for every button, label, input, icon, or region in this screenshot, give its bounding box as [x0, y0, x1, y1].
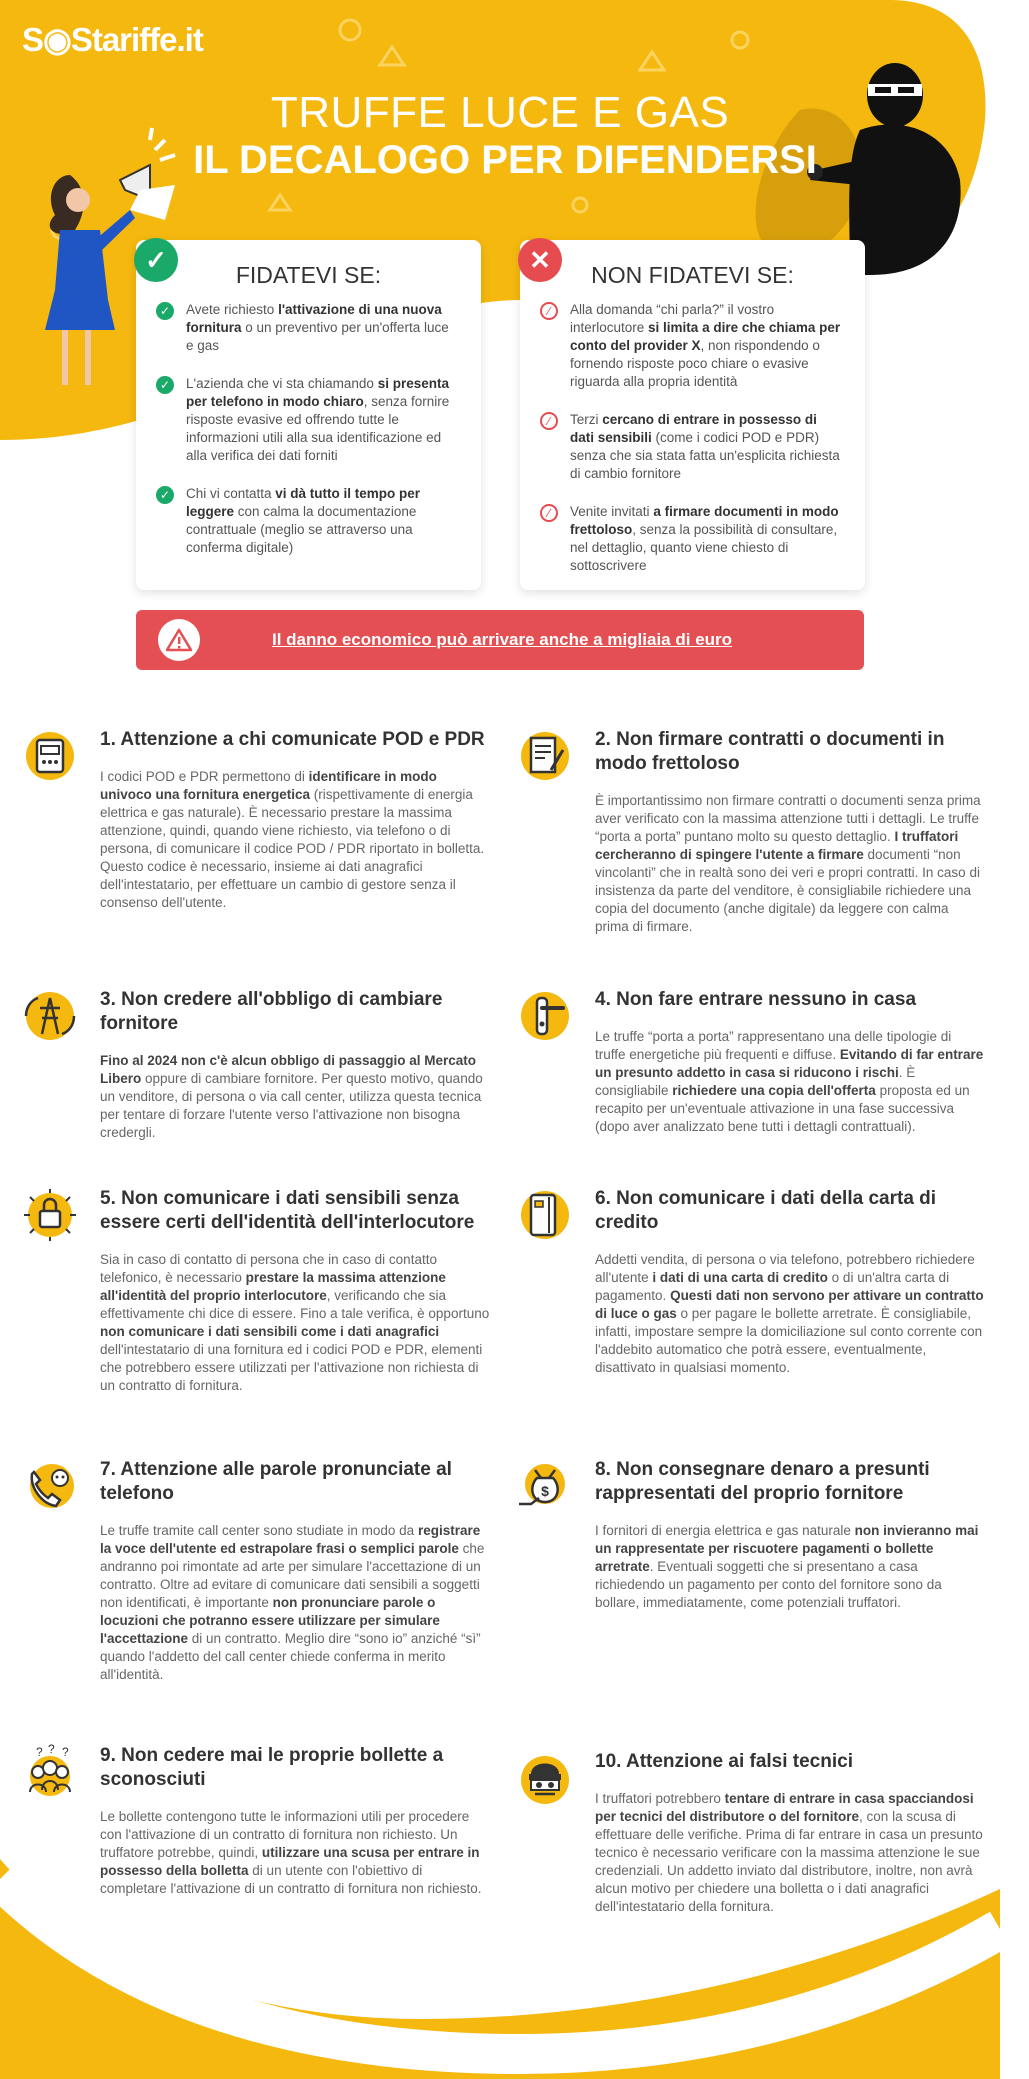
svg-text:?: ?	[62, 1745, 69, 1759]
list-item	[540, 411, 843, 483]
meter-icon	[22, 728, 78, 784]
list-item-text	[186, 301, 459, 355]
text-run: . Eventuali soggetti che si presentano a casa richiedendo un pagamento per conto del fornitore sono da bollare, immediatamente, come potenziali truffatori.	[595, 1559, 942, 1610]
forbidden-icon: ∕	[540, 504, 558, 522]
tip-title: 5. Non comunicare i dati sensibili senza essere certi dell'identità dell'interlocutore	[100, 1188, 475, 1233]
tip-title: 8. Non consegnare denaro a presunti rappresentati del proprio fornitore	[595, 1459, 930, 1504]
text-run: , verificando che sia effettivamente chi dice di essere. Fino a tale verifica, è opportuno	[100, 1288, 490, 1321]
distrust-card	[520, 240, 865, 590]
cross-badge-icon: ✕	[518, 238, 562, 282]
text-bold-run: identificare in modo univoco una fornitura energetica	[100, 769, 437, 802]
text-bold-run: registrare la voce dell'utente ed estrapolare frasi o semplici parole	[100, 1523, 481, 1556]
text-run: o un preventivo per un'offerta luce e gas	[186, 320, 449, 353]
list-item	[540, 301, 843, 391]
text-run: proposta ed un recapito per un'eventuale attivazione in una fase successiva (dopo aver analizzato bene tutti i dettagli contrattuali).	[595, 1083, 970, 1134]
text-run: Le bollette contengono tutte le informazioni utili per procedere con l'attivazione di un contratto di fornitura non richiesto. Un truffatore potrebbe, quindi,	[100, 1809, 470, 1860]
text-run: I codici POD e PDR permettono di	[100, 769, 309, 784]
brand-logo[interactable]	[22, 20, 203, 59]
list-item	[156, 375, 459, 465]
list-item-text	[186, 485, 459, 557]
text-bold-run: non invieranno mai un rappresentate per riscuotere pagamenti o bollette arretrate	[595, 1523, 979, 1574]
text-bold-run: si limita a dire che chiama per conto del provider X	[570, 320, 841, 353]
tip-item	[595, 728, 985, 936]
check-circle-icon: ✓	[156, 376, 174, 394]
text-bold-run: richiedere una copia dell'offerta	[672, 1083, 876, 1098]
text-bold-run: tentare di entrare in casa spacciandosi per tecnici del distributore o del fornitore	[595, 1791, 974, 1824]
svg-text:$: $	[541, 1483, 549, 1499]
lock-circuit-icon	[22, 1187, 78, 1243]
text-run: , non rispondendo o fornendo risposte poco chiare o evasive riguarda alla propria identità	[570, 338, 820, 389]
text-bold-run: vi dà tutto il tempo per leggere	[186, 486, 421, 519]
text-run: È importantissimo non firmare contratti o documenti senza prima aver verificato con la massima attenzione tutti i dettagli. Le truffe “porta a porta” puntano molto su questo dettaglio.	[595, 793, 981, 844]
text-bold-run: si presenta per telefono in modo chiaro	[186, 376, 449, 409]
tip-body	[595, 1028, 985, 1136]
text-run: , con la scusa di effettuare delle verifiche. Prima di far entrare in casa un presunto tecnico è necessario verificare con la massima attenzione le sue credenziali. Un addetto inviato dal distributore, inoltre, non avrà alcun motivo per chiedere una bolletta o i dati anagrafici dell'intestatario della fornitura.	[595, 1809, 983, 1914]
text-run: Avete richiesto	[186, 302, 279, 317]
tip-item	[541, 1458, 985, 1612]
warning-banner-text[interactable]: Il danno economico può arrivare anche a migliaia di euro	[271, 630, 733, 649]
list-item	[156, 301, 459, 355]
text-run: I fornitori di energia elettrica e gas naturale	[595, 1523, 855, 1538]
list-item-text	[570, 503, 843, 575]
tip-body	[595, 1251, 985, 1377]
logo-letter: S	[22, 21, 44, 58]
text-run: con calma la documentazione contrattuale (meglio se attraverso una conferma digitale)	[186, 504, 417, 555]
text-run: (come i codici POD e PDR) senza che sia stata fatta un'esplicita richiesta di cambio fornitore	[570, 430, 840, 481]
text-run: . È consigliabile	[595, 1065, 916, 1098]
tip-title: 9. Non cedere mai le proprie bollette a sconosciuti	[100, 1745, 444, 1790]
list-item	[156, 485, 459, 557]
tip-title: 6. Non comunicare i dati della carta di credito	[595, 1188, 937, 1233]
tip-item	[595, 988, 985, 1136]
phone-skull-icon	[22, 1458, 78, 1514]
tip-body	[100, 1808, 490, 1898]
text-bold-run: a firmare documenti in modo frettoloso	[570, 504, 839, 537]
text-run: Venite invitati	[570, 504, 654, 519]
tip-title: 2. Non firmare contratti o documenti in modo frettoloso	[595, 729, 945, 774]
text-bold-run: Evitando di far entrare un presunto addetto in casa si riducono i rischi	[595, 1047, 984, 1080]
text-run: Addetti vendita, di persona o via telefono, potrebbero richiedere all'utente	[595, 1252, 975, 1285]
tip-item	[595, 1750, 985, 1916]
distrust-card-title: NON FIDATEVI SE:	[591, 262, 794, 288]
text-run: L'azienda che vi sta chiamando	[186, 376, 378, 391]
tip-title: 10. Attenzione ai falsi tecnici	[595, 1751, 853, 1772]
tip-item	[100, 1187, 490, 1395]
text-run: Sia in caso di contatto di persona che in caso di contatto telefonico, è necessario	[100, 1252, 437, 1285]
svg-text:?: ?	[36, 1745, 43, 1759]
warning-banner[interactable]	[136, 610, 864, 670]
text-bold-run: Questi dati non servono per attivare un contratto di luce o gas	[595, 1288, 984, 1321]
text-run: di un contratto. Meglio dire “sono io” anziché “sì” quando l'addetto del call center chiede conferma in merito all'identità.	[100, 1631, 481, 1682]
lifebuoy-icon: ◉	[43, 21, 71, 58]
masked-thief-icon	[517, 1750, 573, 1806]
text-bold-run: I truffatori cercheranno di spingere l'utente a firmare	[595, 829, 959, 862]
trust-card-title: FIDATEVI SE:	[235, 262, 382, 288]
list-item-text	[570, 411, 843, 483]
credit-card-icon	[517, 1187, 573, 1243]
text-run: o di un'altra carta di pagamento.	[595, 1270, 950, 1303]
text-run: di un utente con l'obiettivo di completare l'attivazione di un contratto di fornitura non richiesto.	[100, 1863, 482, 1896]
text-run: (rispettivamente di energia elettrica e gas naturale). È necessario prestare la massima attenzione, quindi, quando viene richiesto, via telefono o di persona, di comunicare il codice POD / PDR riportato in bolletta. Questo codice è necessario, insieme ai dati anagrafici dell'intestatario, per effettuare un cambio di gestore senza il consenso dell'utente.	[100, 787, 485, 910]
text-run: che andranno poi rimontate ad arte per simulare l'accettazione di un contratto. Oltre ad evitare di comunicare dati sensibili a soggetti non identificati, è importante	[100, 1541, 485, 1610]
text-run: Chi vi contatta	[186, 486, 276, 501]
warning-icon	[158, 619, 200, 661]
tip-body	[100, 1251, 490, 1395]
text-bold-run: l'attivazione di una nuova fornitura	[186, 302, 442, 335]
distrust-list	[520, 301, 865, 575]
contract-icon	[517, 728, 573, 784]
tip-item	[100, 728, 490, 912]
tip-title: 1. Attenzione a chi comunicate POD e PDR	[100, 729, 485, 750]
trust-list	[136, 301, 481, 557]
text-run: I truffatori potrebbero	[595, 1791, 725, 1806]
tip-body	[595, 1522, 985, 1612]
text-bold-run: cercano di entrare in possesso di dati sensibili	[570, 412, 817, 445]
check-circle-icon: ✓	[156, 302, 174, 320]
people-question-icon	[22, 1744, 78, 1800]
logo-letter: S	[70, 21, 92, 58]
logo-domain: tariffe.it	[91, 21, 203, 58]
text-run: Terzi	[570, 412, 603, 427]
tip-title: 3. Non credere all'obbligo di cambiare fornitore	[100, 989, 443, 1034]
trust-card	[136, 240, 481, 590]
tip-body	[100, 1522, 490, 1684]
tip-item	[595, 1187, 985, 1377]
text-bold-run: Fino al 2024 non c'è alcun obbligo di passaggio al Mercato Libero	[100, 1053, 477, 1086]
forbidden-icon: ∕	[540, 302, 558, 320]
tip-item	[100, 1458, 490, 1684]
text-bold-run: i dati di una carta di credito	[652, 1270, 828, 1285]
pylon-icon	[22, 988, 78, 1044]
svg-text:?: ?	[48, 1744, 55, 1756]
list-item-text	[570, 301, 843, 391]
door-handle-icon	[517, 988, 573, 1044]
tip-title: 7. Attenzione alle parole pronunciate al telefono	[100, 1459, 452, 1504]
page-title-line2: IL DECALOGO PER DIFENDERSI	[193, 138, 817, 182]
text-run: dell'intestatario di una fornitura ed i codici POD e PDR, elementi che potrebbero essere utilizzati per l'attivazione non richiesta di un contratto di fornitura.	[100, 1342, 483, 1393]
list-item	[540, 503, 843, 575]
tip-title: 4. Non fare entrare nessuno in casa	[595, 989, 917, 1010]
text-run: , senza fornire risposte evasive ed offrendo tutte le informazioni utili alla sua identificazione ed alla verifica dei dati forniti	[186, 394, 450, 463]
text-run: , senza la possibilità di consultare, nel dettaglio, quanto viene chiesto di sottoscrivere	[570, 522, 838, 573]
tip-item	[100, 988, 490, 1142]
text-bold-run: prestare la massima attenzione all'identità del proprio interlocutore	[100, 1270, 446, 1303]
text-run: Le truffe “porta a porta” rappresentano una delle tipologie di truffe energetiche più frequenti e diffuse.	[595, 1029, 952, 1062]
text-bold-run: non pronunciare parole o locuzioni che potranno essere utilizzare per simulare l'accettazione	[100, 1595, 440, 1646]
forbidden-icon: ∕	[540, 412, 558, 430]
money-hand-icon	[517, 1458, 573, 1514]
text-run: documenti “non vincolanti” che in realtà sono dei veri e propri contratti. In caso di insistenza da parte del venditore, è consigliabile richiedere una copia del documento (anche digitale) da leggere con calma prima di firmare.	[595, 847, 980, 934]
text-run: o per pagare le bollette arretrate. È consigliabile, infatti, impostare sempre la domiciliazione sul conto corrente con l'addebito automatico che potrà essere, eventualmente, disattivato in qualsiasi momento.	[595, 1306, 983, 1375]
list-item-text	[186, 375, 459, 465]
tip-item	[36, 1744, 490, 1898]
tip-body	[595, 792, 985, 936]
text-run: oppure di cambiare fornitore. Per questo motivo, quando un venditore, di persona o via call center, utilizza questa tecnica per tentare di forzare l'utente verso l'attivazione non bisogna credergli.	[100, 1071, 483, 1140]
tip-body	[595, 1790, 985, 1916]
check-badge-icon: ✓	[134, 238, 178, 282]
text-bold-run: non comunicare i dati sensibili come i dati anagrafici	[100, 1324, 440, 1339]
tip-body	[100, 1052, 490, 1142]
check-circle-icon: ✓	[156, 486, 174, 504]
page-title-line1: TRUFFE LUCE E GAS	[270, 88, 730, 137]
tip-body	[100, 768, 490, 912]
text-bold-run: utilizzare una scusa per entrare in possesso della bolletta	[100, 1845, 480, 1878]
text-run: Alla domanda “chi parla?” il vostro interlocutore	[570, 302, 775, 335]
text-run: Le truffe tramite call center sono studiate in modo da	[100, 1523, 418, 1538]
